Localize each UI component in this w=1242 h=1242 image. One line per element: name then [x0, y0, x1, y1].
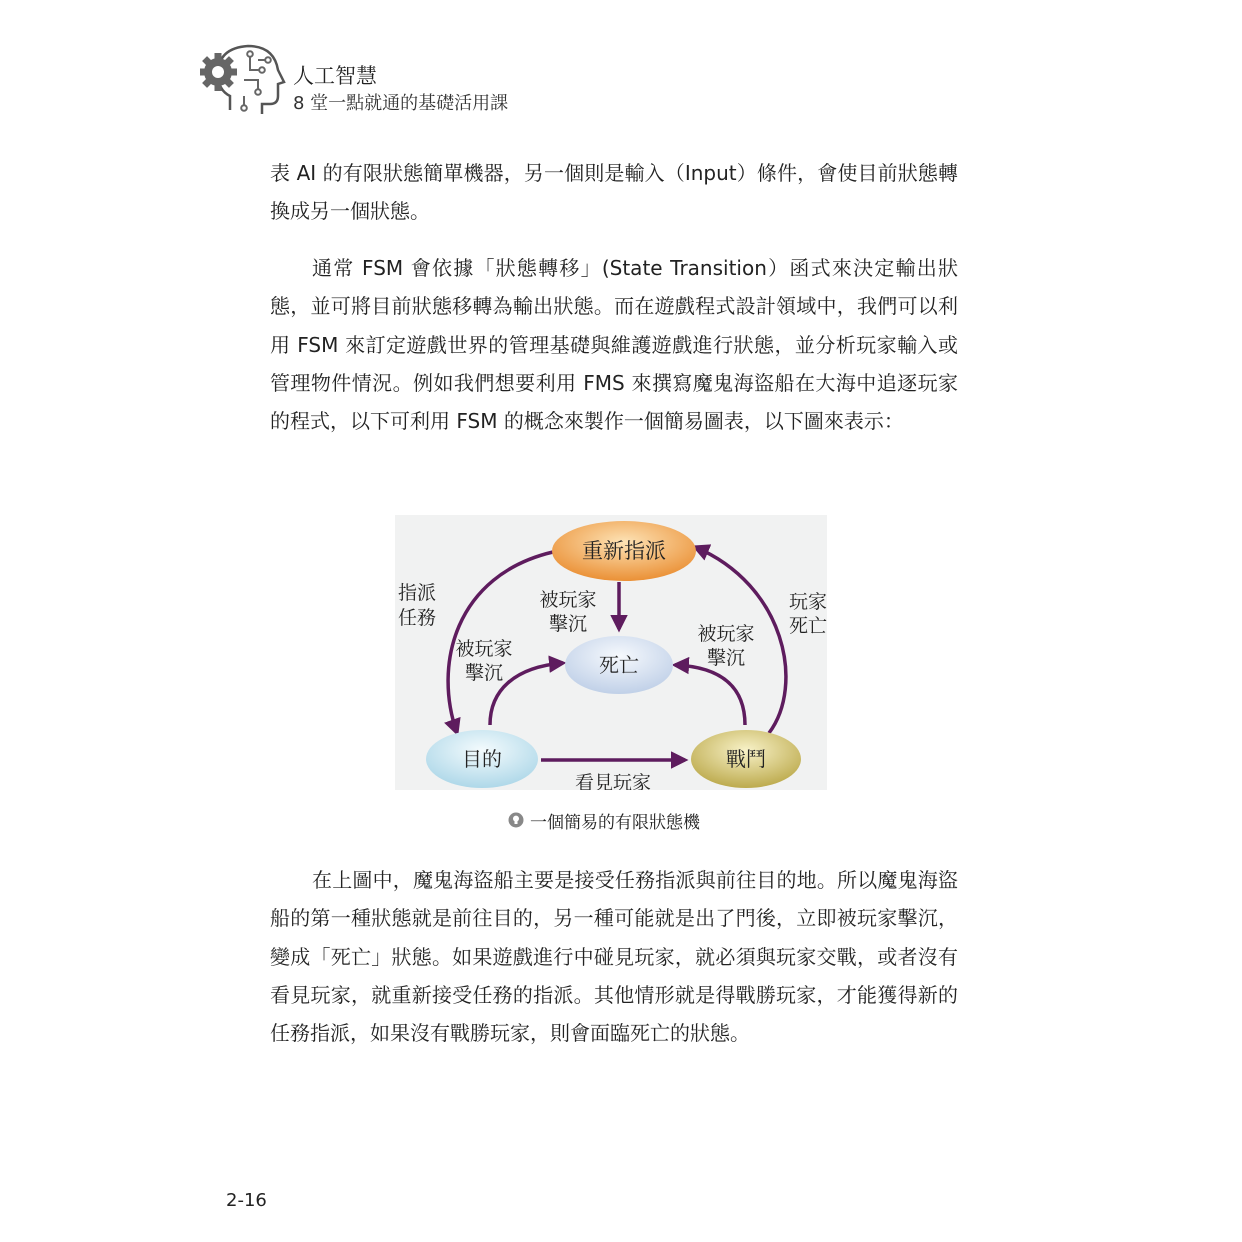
page-number: 2-16 — [226, 1190, 267, 1211]
state-battle — [691, 730, 801, 788]
state-reassign — [552, 521, 696, 581]
body-paragraph-1: 表 AI 的有限狀態簡單機器，另一個則是輸入（Input）條件，會使目前狀態轉換成另一個狀態。 — [270, 161, 958, 224]
label-player-dead-line2: 死亡 — [788, 615, 827, 637]
label-assign-task-line1: 指派 — [397, 582, 437, 604]
book-subtitle: 8 堂一點就通的基礎活用課 — [293, 93, 509, 114]
body-paragraph-2: 通常 FSM 會依據「狀態轉移」(State Transition）函式來決定輸出狀態，並可將目前狀態移轉為輸出狀態。而在遊戲程式設計領域中，我們可以利用 FSM 來訂定遊戲世界的管理基礎與維護遊戲進行狀態，並分析玩家輸入或管理物件情況。例如我們想要利用 FMS 來撰寫魔鬼海盜船在大海中追逐玩家的程式，以下可利用 FSM 的概念來製作一個簡易圖表，以下圖來表示： — [270, 256, 958, 434]
label-sunk-top-line1: 被玩家 — [539, 589, 597, 611]
svg-text:重新指派: 重新指派 — [582, 539, 666, 563]
book-title: 人工智慧 — [293, 64, 377, 88]
label-sunk-top-line2: 擊沉 — [548, 613, 588, 635]
page-header — [200, 40, 600, 120]
label-sunk-left-line1: 被玩家 — [455, 638, 513, 660]
label-sunk-left-line2: 擊沉 — [464, 662, 504, 684]
label-player-dead-line1: 玩家 — [788, 591, 827, 613]
lightbulb-icon — [508, 812, 524, 828]
label-sunk-right-line1: 被玩家 — [697, 623, 755, 645]
state-goal — [426, 730, 538, 788]
figure-caption-text: 一個簡易的有限狀態機 — [530, 812, 700, 833]
state-death — [565, 636, 673, 694]
svg-text:戰鬥: 戰鬥 — [726, 747, 766, 771]
ai-head-gear-icon — [200, 40, 286, 120]
label-see-player: 看見玩家 — [574, 772, 652, 790]
figure-caption — [508, 808, 700, 832]
fsm-diagram — [395, 515, 827, 790]
label-assign-task-line2: 任務 — [397, 607, 437, 629]
label-sunk-right-line2: 擊沉 — [706, 647, 746, 669]
svg-text:死亡: 死亡 — [599, 653, 639, 677]
svg-text:目的: 目的 — [462, 747, 502, 771]
body-paragraph-3: 在上圖中，魔鬼海盜船主要是接受任務指派與前往目的地。所以魔鬼海盜船的第一種狀態就是前往目的，另一種可能就是出了門後，立即被玩家擊沉，變成「死亡」狀態。如果遊戲進行中碰見玩家，就必須與玩家交戰，或者沒有看見玩家，就重新接受任務的指派。其他情形就是得戰勝玩家，才能獲得新的任務指派，如果沒有戰勝玩家，則會面臨死亡的狀態。 — [270, 868, 958, 1046]
